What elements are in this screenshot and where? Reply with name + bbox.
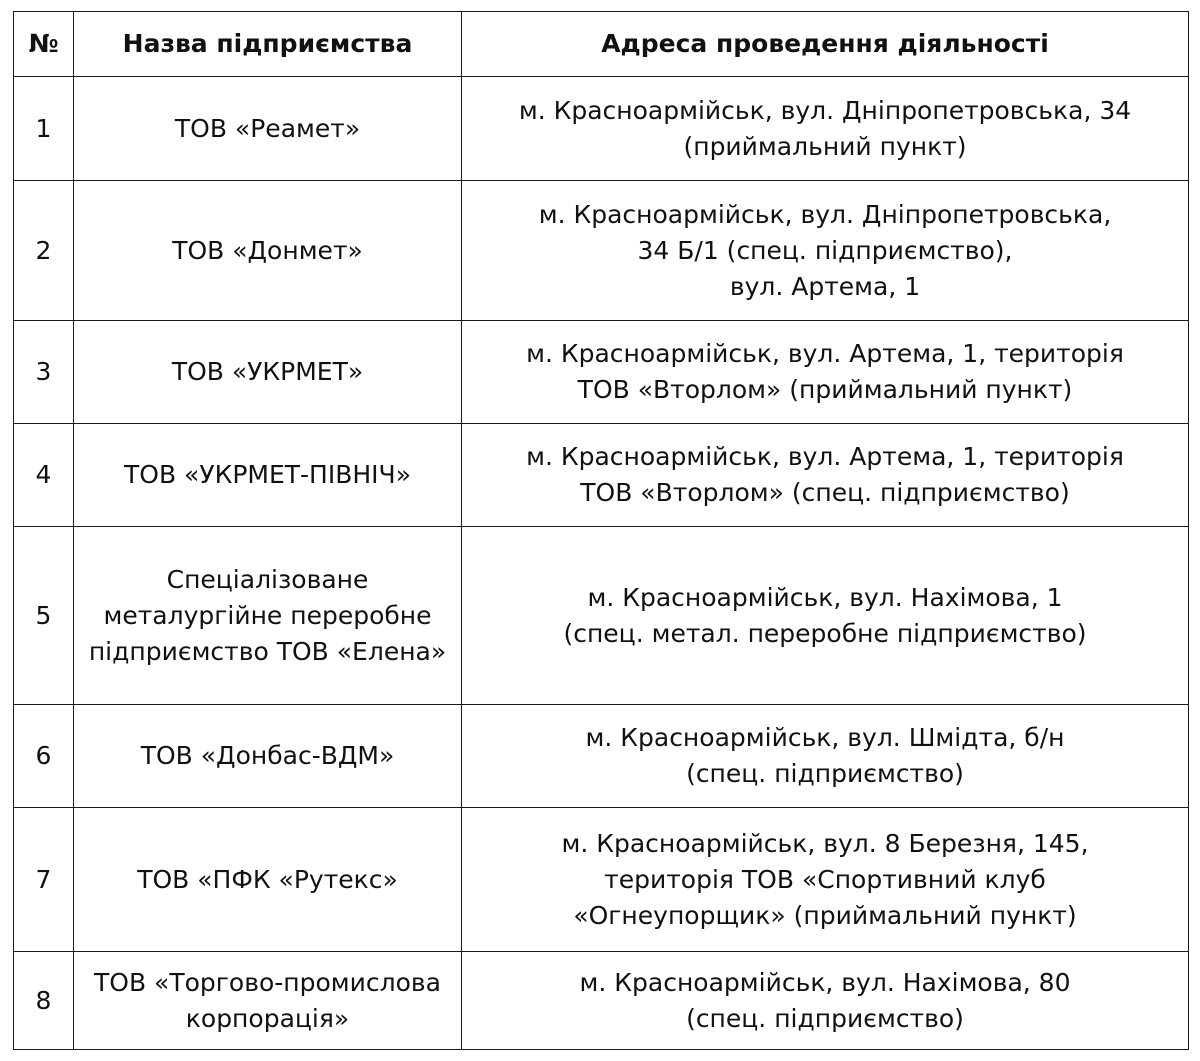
enterprise-table-wrapper bbox=[13, 11, 1189, 1050]
address-line: м. Красноармійськ, вул. Нахімова, 80 bbox=[579, 967, 1071, 997]
table-row bbox=[14, 424, 1189, 527]
enterprise-address bbox=[462, 77, 1189, 181]
enterprise-name: ТОВ «Донмет» bbox=[74, 181, 462, 321]
table-row bbox=[14, 705, 1189, 808]
enterprise-address bbox=[462, 705, 1189, 808]
header-name: Назва підприємства bbox=[74, 12, 462, 77]
address-line: м. Красноармійськ, вул. Нахімова, 1 bbox=[587, 582, 1063, 612]
enterprise-name: Спеціалізоване металургійне переробне підприємство ТОВ «Елена» bbox=[74, 527, 462, 705]
header-number: № bbox=[14, 12, 74, 77]
address-line: м. Красноармійськ, вул. Дніпропетровська, 34 bbox=[518, 95, 1132, 125]
enterprise-name: ТОВ «Торгово-промислова корпорація» bbox=[74, 952, 462, 1050]
table-row bbox=[14, 321, 1189, 424]
table-row bbox=[14, 527, 1189, 705]
header-address: Адреса проведення діяльності bbox=[462, 12, 1189, 77]
enterprise-name: ТОВ «Донбас-ВДМ» bbox=[74, 705, 462, 808]
address-line: м. Красноармійськ, вул. 8 Березня, 145, bbox=[561, 828, 1089, 858]
row-number: 1 bbox=[14, 77, 74, 181]
address-line: (спец. метал. переробне підприємство) bbox=[563, 618, 1087, 648]
enterprise-table bbox=[13, 11, 1189, 1050]
table-row bbox=[14, 952, 1189, 1050]
enterprise-name: ТОВ «Реамет» bbox=[74, 77, 462, 181]
enterprise-name: ТОВ «УКРМЕТ» bbox=[74, 321, 462, 424]
row-number: 6 bbox=[14, 705, 74, 808]
address-line: вул. Артема, 1 bbox=[729, 271, 921, 301]
enterprise-name: ТОВ «ПФК «Рутекс» bbox=[74, 808, 462, 952]
enterprise-address bbox=[462, 808, 1189, 952]
row-number: 8 bbox=[14, 952, 74, 1050]
row-number: 5 bbox=[14, 527, 74, 705]
enterprise-address bbox=[462, 321, 1189, 424]
table-row bbox=[14, 808, 1189, 952]
address-line: м. Красноармійськ, вул. Шмідта, б/н bbox=[585, 723, 1065, 752]
address-line: м. Красноармійськ, вул. Артема, 1, територія bbox=[526, 442, 1124, 471]
table-row bbox=[14, 181, 1189, 321]
enterprise-address bbox=[462, 527, 1189, 705]
address-line: (приймальний пункт) bbox=[683, 131, 967, 161]
row-number: 2 bbox=[14, 181, 74, 321]
address-line: м. Красноармійськ, вул. Артема, 1, територія bbox=[526, 339, 1124, 368]
address-line: (спец. підприємство) bbox=[686, 759, 964, 788]
address-line: «Огнеупорщик» (приймальний пункт) bbox=[573, 900, 1077, 930]
row-number: 3 bbox=[14, 321, 74, 424]
address-line: ТОВ «Вторлом» (приймальний пункт) bbox=[577, 375, 1073, 404]
enterprise-address bbox=[462, 181, 1189, 321]
row-number: 4 bbox=[14, 424, 74, 527]
enterprise-name: ТОВ «УКРМЕТ-ПІВНІЧ» bbox=[74, 424, 462, 527]
address-line: ТОВ «Вторлом» (спец. підприємство) bbox=[580, 478, 1070, 507]
table-header-row bbox=[14, 12, 1189, 77]
address-line: 34 Б/1 (спец. підприємство), bbox=[637, 235, 1013, 265]
address-line: м. Красноармійськ, вул. Дніпропетровська, bbox=[538, 199, 1112, 229]
enterprise-address bbox=[462, 952, 1189, 1050]
address-line: (спец. підприємство) bbox=[686, 1003, 964, 1033]
address-line: територія ТОВ «Спортивний клуб bbox=[604, 864, 1046, 894]
row-number: 7 bbox=[14, 808, 74, 952]
enterprise-address bbox=[462, 424, 1189, 527]
table-row bbox=[14, 77, 1189, 181]
